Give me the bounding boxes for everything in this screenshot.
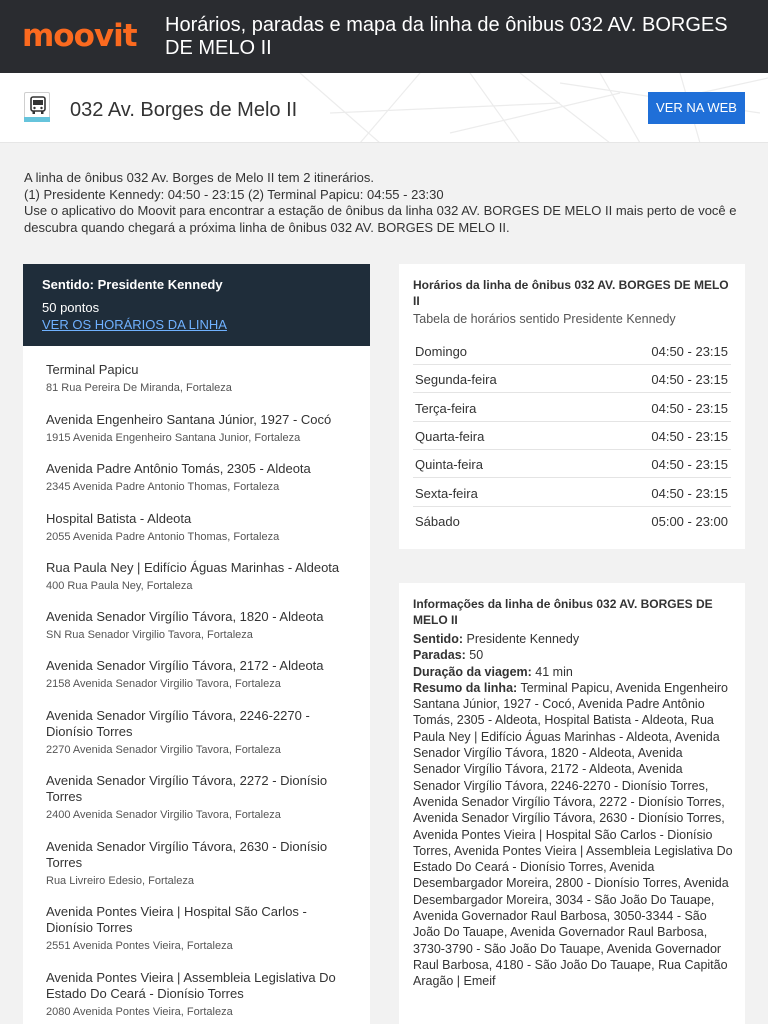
stop-name: Avenida Senador Virgílio Távora, 2630 - Dionísio Torres — [46, 839, 328, 870]
info-stops-label: Paradas: — [413, 648, 466, 663]
list-item[interactable] — [46, 461, 346, 494]
schedule-hours: 04:50 - 23:15 — [651, 344, 728, 359]
info-direction — [413, 631, 733, 647]
schedule-hours: 04:50 - 23:15 — [651, 429, 728, 444]
list-item[interactable] — [46, 560, 346, 593]
stop-name: Avenida Pontes Vieira | Hospital São Carlos - Dionísio Torres — [46, 904, 307, 935]
schedule-row — [413, 507, 731, 535]
top-bar — [0, 0, 768, 73]
stop-name: Avenida Senador Virgílio Távora, 2172 - Aldeota — [46, 658, 324, 673]
intro-line: Use o aplicativo do Moovit para encontrar a estação de ônibus da linha 032 AV. BORGES DE MELO II mais perto de você e descubra quando chegará a próxima linha de ônibus 032 AV. BORGES DE MELO II. — [24, 203, 737, 235]
stop-address: 2400 Avenida Senador Virgilio Tavora, Fortaleza — [46, 809, 281, 821]
stop-address: 2080 Avenida Pontes Vieira, Fortaleza — [46, 1006, 233, 1018]
list-item[interactable] — [46, 773, 346, 822]
stop-name: Terminal Papicu — [46, 362, 139, 377]
moovit-logo[interactable]: moovit — [22, 18, 137, 54]
intro-text — [24, 170, 752, 236]
schedule-title: Horários da linha de ônibus 032 AV. BORGES DE MELO II — [413, 278, 729, 308]
list-item[interactable] — [46, 708, 346, 757]
stop-address: 2270 Avenida Senador Virgilio Tavora, Fortaleza — [46, 744, 281, 756]
stop-name: Avenida Pontes Vieira | Assembleia Legislativa Do Estado Do Ceará - Dionísio Torres — [46, 970, 336, 1001]
schedule-day: Terça-feira — [415, 401, 477, 416]
schedule-day: Quinta-feira — [415, 457, 483, 472]
info-stops — [413, 647, 733, 663]
list-item[interactable] — [46, 658, 346, 691]
schedule-row — [413, 394, 731, 422]
schedule-hours: 05:00 - 23:00 — [651, 514, 728, 529]
list-item[interactable] — [46, 904, 346, 953]
schedule-hours: 04:50 - 23:15 — [651, 457, 728, 472]
stop-address: 2551 Avenida Pontes Vieira, Fortaleza — [46, 940, 233, 952]
schedule-day: Sexta-feira — [415, 486, 478, 501]
line-info-card — [399, 583, 745, 1024]
info-direction-label: Sentido: — [413, 632, 463, 646]
stop-address: 81 Rua Pereira De Miranda, Fortaleza — [46, 382, 232, 394]
schedule-row — [413, 422, 731, 450]
line-name: 032 Av. Borges de Melo II — [70, 99, 298, 121]
intro-line: A linha de ônibus 032 Av. Borges de Melo II tem 2 itinerários. — [24, 170, 375, 185]
info-summary-label: Resumo da linha: — [413, 680, 518, 695]
stops-list — [23, 346, 370, 1024]
stop-name: Avenida Senador Virgílio Távora, 2246-2270 - Dionísio Torres — [46, 708, 310, 739]
info-duration — [413, 664, 733, 680]
direction-title: Sentido: Presidente Kennedy — [42, 277, 223, 292]
schedule-day: Sábado — [415, 514, 460, 529]
stop-address: 2055 Avenida Padre Antonio Thomas, Fortaleza — [46, 531, 280, 543]
info-stops-value: 50 — [469, 648, 484, 663]
bus-icon-accent — [24, 117, 50, 122]
info-summary — [413, 680, 733, 990]
list-item[interactable] — [46, 609, 346, 642]
schedule-card — [399, 264, 745, 549]
stop-address: 1915 Avenida Engenheiro Santana Junior, Fortaleza — [46, 432, 301, 444]
schedule-hours: 04:50 - 23:15 — [651, 401, 728, 416]
info-title: Informações da linha de ônibus 032 AV. BORGES DE MELO II — [413, 597, 713, 627]
stop-name: Avenida Senador Virgílio Távora, 1820 - Aldeota — [46, 609, 324, 624]
stop-count: 50 pontos — [42, 300, 100, 315]
schedule-day: Segunda-feira — [415, 372, 497, 387]
schedule-row — [413, 479, 731, 507]
schedule-hours: 04:50 - 23:15 — [651, 372, 728, 387]
schedule-row — [413, 450, 731, 478]
direction-header — [23, 264, 370, 346]
stop-address: SN Rua Senador Virgilio Tavora, Fortaleza — [46, 629, 253, 641]
schedule-day: Domingo — [415, 344, 468, 359]
info-duration-value: 41 min — [535, 664, 573, 679]
stop-name: Avenida Engenheiro Santana Júnior, 1927 - Cocó — [46, 412, 332, 427]
stop-name: Avenida Padre Antônio Tomás, 2305 - Aldeota — [46, 461, 311, 476]
view-schedule-link[interactable]: VER OS HORÁRIOS DA LINHA — [42, 317, 227, 332]
schedule-day: Quarta-feira — [415, 429, 485, 444]
schedule-row — [413, 337, 731, 365]
info-body — [413, 631, 733, 990]
list-item[interactable] — [46, 839, 346, 888]
list-item[interactable] — [46, 362, 346, 395]
page-title: Horários, paradas e mapa da linha de ônibus 032 AV. BORGES DE MELO II — [165, 14, 728, 59]
intro-line: (1) Presidente Kennedy: 04:50 - 23:15 (2) Terminal Papicu: 04:55 - 23:30 — [24, 186, 444, 202]
list-item[interactable] — [46, 970, 346, 1019]
stop-address: 2345 Avenida Padre Antonio Thomas, Fortaleza — [46, 481, 280, 493]
info-direction-value: Presidente Kennedy — [466, 632, 580, 646]
stop-name: Hospital Batista - Aldeota — [46, 511, 192, 526]
view-on-web-button[interactable]: VER NA WEB — [648, 92, 745, 124]
list-item[interactable] — [46, 511, 346, 544]
schedule-hours: 04:50 - 23:15 — [651, 486, 728, 501]
info-summary-value: Terminal Papicu, Avenida Engenheiro Santana Júnior, 1927 - Cocó, Avenida Padre Antônio Tomás, 2305 - Aldeota, Hospital Batista - Aldeota, Rua Paula Ney | Edifício Águas Marinhas - Aldeota, Avenida Senador Virgílio Távora, 1820 - Aldeota, Avenida Senador Virgílio Távora, 2172 - Aldeota, Avenida Senador Virgílio Távora, 2246-2270 - Dionísio Torres, Avenida Senador Virgílio Távora, 2272 - Dionísio Torres, Avenida Senador Virgílio Távora, 2630 - Dionísio Torres, Avenida Pontes Vieira | Hospital São Carlos - Dionísio Torres, Avenida Pontes Vieira | Assembleia Legislativa Do Estado Do Ceará - Dionísio Torres, Avenida Desembargador Moreira, 2800 - Dionísio Torres, Avenida Desembargador Moreira, 3034 - São João Do Tauape, Avenida Governador Raul Barbosa, 3050-3344 - São João Do Tauape, Avenida Governador Raul Barbosa, 3730-3790 - São João Do Tauape, Avenida Governador Raul Barbosa, 4180 - São João Do Tauape, Rua Capitão Aragão | Emeif — [413, 680, 733, 989]
stop-name: Rua Paula Ney | Edifício Águas Marinhas - Aldeota — [46, 560, 340, 575]
stop-address: Rua Livreiro Edesio, Fortaleza — [46, 875, 194, 887]
schedule-row — [413, 365, 731, 393]
stop-name: Avenida Senador Virgílio Távora, 2272 - Dionísio Torres — [46, 773, 328, 804]
schedule-subtitle: Tabela de horários sentido Presidente Kennedy — [413, 312, 676, 326]
info-duration-label: Duração da viagem: — [413, 664, 532, 679]
stop-address: 2158 Avenida Senador Virgilio Tavora, Fortaleza — [46, 678, 281, 690]
stop-address: 400 Rua Paula Ney, Fortaleza — [46, 580, 193, 592]
list-item[interactable] — [46, 412, 346, 445]
bus-icon — [24, 92, 50, 122]
